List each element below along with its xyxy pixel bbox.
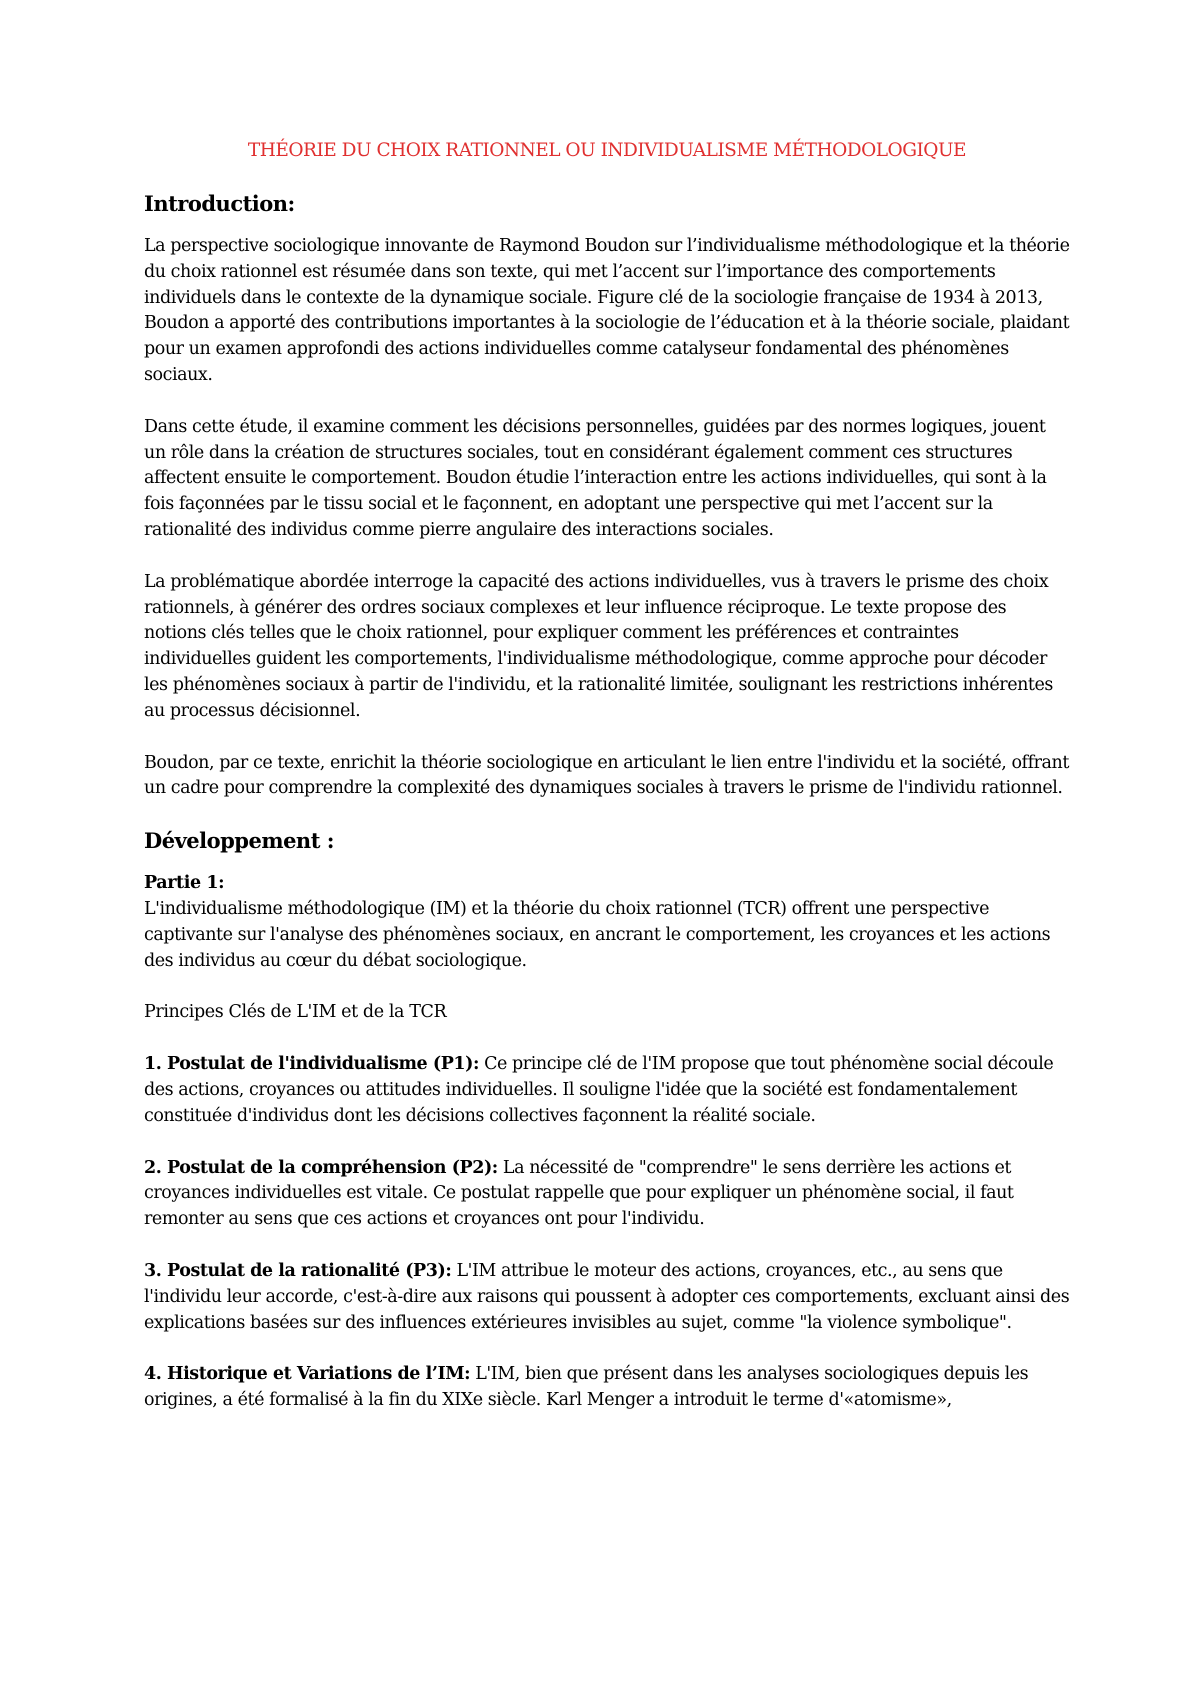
principle-2-text: La nécessité de "comprendre" le sens derrière les actions et croyances individuelles est vitale. Ce postulat rappelle que pour expliquer un phénomène social, il faut remonter au sens que ces actions et croyances ont pour l'individu. — [144, 1157, 1014, 1230]
part1-heading: Partie 1: — [144, 873, 225, 894]
principles-heading: Principes Clés de L'IM et de la TCR — [144, 1002, 447, 1023]
intro-paragraph-1: La perspective sociologique innovante de Raymond Boudon sur l’individualisme méthodologique et la théorie du choix rationnel est résumée dans son texte, qui met l’accent sur l’importance des comportements individuels dans le contexte de la dynamique sociale. Figure clé de la sociologie française de 1934 à 2013, Boudon a apporté des contributions importantes à la sociologie de l’éducation et à la théorie sociale, plaidant pour un examen approfondi des actions individuelles comme catalyseur fondamental des phénomènes sociaux. — [144, 236, 1070, 385]
principle-4 — [144, 1362, 1070, 1414]
development-heading: Développement : — [144, 828, 334, 854]
principle-1-text: Ce principe clé de l'IM propose que tout phénomène social découle des actions, croyances ou attitudes individuelles. Il souligne l'idée que la société est fondamentalement constituée d'individus dont les décisions collectives façonnent la réalité sociale. — [144, 1054, 1054, 1126]
principle-4-lead: 4. Historique et Variations de l’IM: — [144, 1364, 471, 1385]
principle-2 — [144, 1156, 1070, 1233]
principle-2-lead: 2. Postulat de la compréhension (P2): — [144, 1157, 498, 1178]
principle-1-lead: 1. Postulat de l'individualisme (P1): — [144, 1054, 479, 1075]
intro-paragraph-2: Dans cette étude, il examine comment les décisions personnelles, guidées par des normes logiques, jouent un rôle dans la création de structures sociales, tout en considérant également comment ces structures affectent ensuite le comportement. Boudon étudie l’interaction entre les actions individuelles, qui sont à la fois façonnées par le tissu social et le façonnent, en adoptant une perspective qui met l’accent sur la rationalité des individus comme pierre angulaire des interactions sociales. — [144, 416, 1047, 540]
principle-1 — [144, 1052, 1070, 1129]
principle-3-lead: 3. Postulat de la rationalité (P3): — [144, 1260, 452, 1281]
document-title: THÉORIE DU CHOIX RATIONNEL OU INDIVIDUALISME MÉTHODOLOGIQUE — [247, 140, 967, 161]
intro-heading: Introduction: — [144, 191, 295, 216]
principle-4-text: L'IM, bien que présent dans les analyses sociologiques depuis les origines, a été formalisé à la fin du XIXe siècle. Karl Menger a introduit le terme d'«atomisme», — [144, 1364, 1029, 1411]
principle-3-text: L'IM attribue le moteur des actions, croyances, etc., au sens que l'individu leur accorde, c'est-à-dire aux raisons qui poussent à adopter ces comportements, excluant ainsi des explications basées sur des influences extérieures invisibles au sujet, comme "la violence symbolique". — [144, 1260, 1070, 1333]
document-page — [144, 140, 1070, 1440]
principle-3 — [144, 1259, 1070, 1336]
part1-paragraph: L'individualisme méthodologique (IM) et la théorie du choix rationnel (TCR) offrent une perspective captivante sur l'analyse des phénomènes sociaux, en ancrant le comportement, les croyances et les actions des individus au cœur du débat sociologique. — [144, 898, 1051, 971]
intro-paragraph-3: La problématique abordée interroge la capacité des actions individuelles, vus à travers le prisme des choix rationnels, à générer des ordres sociaux complexes et leur influence réciproque. Le texte propose des notions clés telles que le choix rationnel, pour expliquer comment les préférences et contraintes individuelles guident les comportements, l'individualisme méthodologique, comme approche pour décoder les phénomènes sociaux à partir de l'individu, et la rationalité limitée, soulignant les restrictions inhérentes au processus décisionnel. — [144, 571, 1053, 721]
intro-paragraph-4: Boudon, par ce texte, enrichit la théorie sociologique en articulant le lien entre l'individu et la société, offrant un cadre pour comprendre la complexité des dynamiques sociales à travers le prisme de l'individu rationnel. — [144, 752, 1069, 799]
